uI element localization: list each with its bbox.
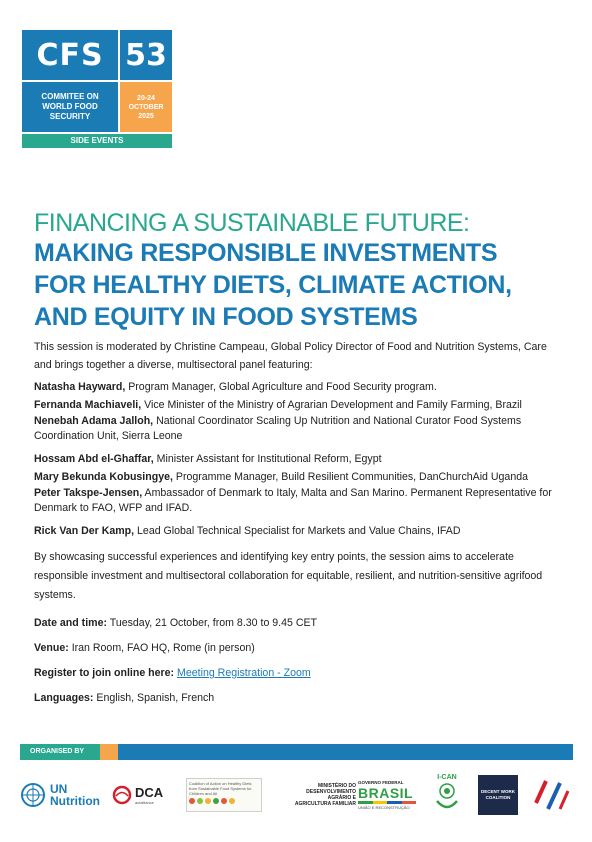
cfs53-logo bbox=[22, 30, 172, 148]
speaker-entry bbox=[34, 378, 554, 396]
title-bold-line: AND EQUITY IN FOOD SYSTEMS bbox=[34, 303, 418, 331]
speaker-role: National Coordinator Scaling Up Nutrition and National Curator Food Systems Coordination Unit, Sierra Leone bbox=[34, 415, 522, 442]
dca-emblem-icon bbox=[112, 785, 132, 805]
title-bold-line: MAKING RESPONSIBLE INVESTMENTS bbox=[34, 239, 498, 267]
speaker-role: Ambassador of Denmark to Italy, Malta and San Marino. Permanent Representative for Denmark to FAO, WFP and IFAD. bbox=[34, 487, 552, 514]
languages-line bbox=[34, 689, 554, 707]
meeting-registration-link[interactable]: Meeting Registration - Zoom bbox=[177, 667, 311, 679]
actalliance-text: actalliance bbox=[135, 800, 154, 805]
languages-label: Languages: bbox=[34, 692, 94, 704]
register-line bbox=[34, 664, 554, 682]
title-light: FINANCING A SUSTAINABLE FUTURE: bbox=[34, 209, 470, 237]
closing-paragraph: By showcasing successful experiences and identifying key entry points, the session aims to accelerate responsible investment and multisectoral collaboration for equitable, resilient, and nutrition-sensitive agrifood systems. bbox=[34, 551, 543, 601]
coalition-logo bbox=[186, 772, 264, 818]
speaker-entry bbox=[34, 486, 554, 516]
committee-line: SECURITY bbox=[49, 112, 91, 121]
date-line: OCTOBER bbox=[128, 103, 164, 111]
ican-logo bbox=[430, 772, 464, 818]
un-text: UN bbox=[50, 782, 68, 796]
date-value: Tuesday, 21 October, from 8.30 to 9.45 CET bbox=[107, 617, 318, 629]
speaker-name: Rick Van Der Kamp, bbox=[34, 525, 135, 537]
side-events-label: SIDE EVENTS bbox=[22, 134, 172, 148]
governo-text: GOVERNO FEDERAL bbox=[358, 780, 404, 785]
session-dates bbox=[118, 82, 172, 132]
edk-logo bbox=[530, 772, 574, 818]
edk-emblem-icon bbox=[530, 773, 574, 817]
speaker-name: Mary Bekunda Kobusingye, bbox=[34, 471, 173, 483]
mda-logo bbox=[288, 772, 356, 818]
speaker-role: Program Manager, Global Agriculture and Food Security program. bbox=[125, 381, 437, 393]
ican-text: I-CAN bbox=[437, 774, 457, 781]
committee-label bbox=[22, 82, 118, 132]
mda-line: AGRICULTURA FAMILIAR bbox=[294, 801, 356, 807]
event-title bbox=[34, 210, 554, 333]
nutrition-text: Nutrition bbox=[50, 794, 100, 808]
decent-work-coalition-logo bbox=[478, 772, 518, 818]
coalition-box bbox=[186, 778, 262, 812]
coalition-text: Coalition of Action on Healthy Diets from Sustainable Food Systems for Children and All bbox=[189, 781, 252, 796]
intro-paragraph: This session is moderated by Christine Campeau, Global Policy Director of Food and Nutrition Systems, Care and brings together a diverse, multisectoral panel featuring: bbox=[34, 341, 547, 371]
speaker-entry bbox=[34, 396, 554, 414]
venue-label: Venue: bbox=[34, 642, 69, 654]
date-time-line bbox=[34, 614, 554, 632]
coalition-food-icons bbox=[189, 798, 259, 804]
governo-brasil-logo bbox=[358, 772, 418, 818]
mda-line: DESENVOLVIMENTO bbox=[306, 789, 356, 795]
un-emblem-icon bbox=[20, 782, 46, 808]
committee-line: WORLD FOOD bbox=[42, 102, 98, 111]
committee-line: COMMITEE ON bbox=[41, 92, 99, 101]
organised-by-bar bbox=[20, 744, 573, 760]
register-label: Register to join online here: bbox=[34, 667, 175, 679]
dca-logo bbox=[112, 772, 178, 818]
event-description bbox=[34, 338, 554, 707]
mda-line: AGRÁRIO E bbox=[327, 795, 356, 801]
dca-text: DCA bbox=[135, 785, 164, 800]
cfs-session-number: 53 bbox=[118, 30, 172, 80]
partner-logos bbox=[20, 772, 576, 818]
title-bold-line: FOR HEALTHY DIETS, CLIMATE ACTION, bbox=[34, 271, 512, 299]
organised-by-label: ORGANISED BY bbox=[20, 744, 100, 760]
speaker-name: Hossam Abd el-Ghaffar, bbox=[34, 453, 154, 465]
cfs-logo-text: CFS bbox=[22, 30, 118, 80]
languages-value: English, Spanish, French bbox=[93, 692, 215, 704]
speaker-name: Nenebah Adama Jalloh, bbox=[34, 415, 154, 427]
speaker-role: Lead Global Technical Specialist for Markets and Value Chains, IFAD bbox=[134, 525, 461, 537]
organised-by-accent bbox=[100, 744, 118, 760]
mda-line: MINISTÉRIO DO bbox=[317, 783, 356, 789]
date-line: 2025 bbox=[138, 112, 154, 120]
venue-line bbox=[34, 639, 554, 657]
speaker-name: Fernanda Machiaveli, bbox=[34, 399, 142, 411]
speaker-name: Peter Takspe-Jensen, bbox=[34, 487, 143, 499]
speaker-role: Vice Minister of the Ministry of Agrarian Development and Family Farming, Brazil bbox=[141, 399, 522, 411]
date-label: Date and time: bbox=[34, 617, 107, 629]
speaker-role: Minister Assistant for Institutional Reform, Egypt bbox=[153, 453, 382, 465]
speaker-entry bbox=[34, 450, 554, 468]
un-nutrition-logo bbox=[20, 772, 106, 818]
brasil-text bbox=[358, 785, 416, 801]
brasil-sub: UNIÃO E RECONSTRUÇÃO bbox=[358, 805, 410, 810]
decent-work-box: DECENT WORK COALITION bbox=[478, 775, 518, 815]
speaker-name: Natasha Hayward, bbox=[34, 381, 126, 393]
ican-hand-icon bbox=[433, 781, 461, 811]
speaker-entry bbox=[34, 468, 554, 486]
venue-value: Iran Room, FAO HQ, Rome (in person) bbox=[68, 642, 255, 654]
speaker-role: Programme Manager, Build Resilient Communities, DanChurchAid Uganda bbox=[172, 471, 528, 483]
date-line: 20-24 bbox=[137, 94, 155, 102]
brasil-stripe bbox=[358, 801, 416, 804]
brasil-word: BRASIL bbox=[358, 785, 414, 801]
speaker-entry bbox=[34, 522, 554, 540]
speaker-entry bbox=[34, 414, 554, 444]
